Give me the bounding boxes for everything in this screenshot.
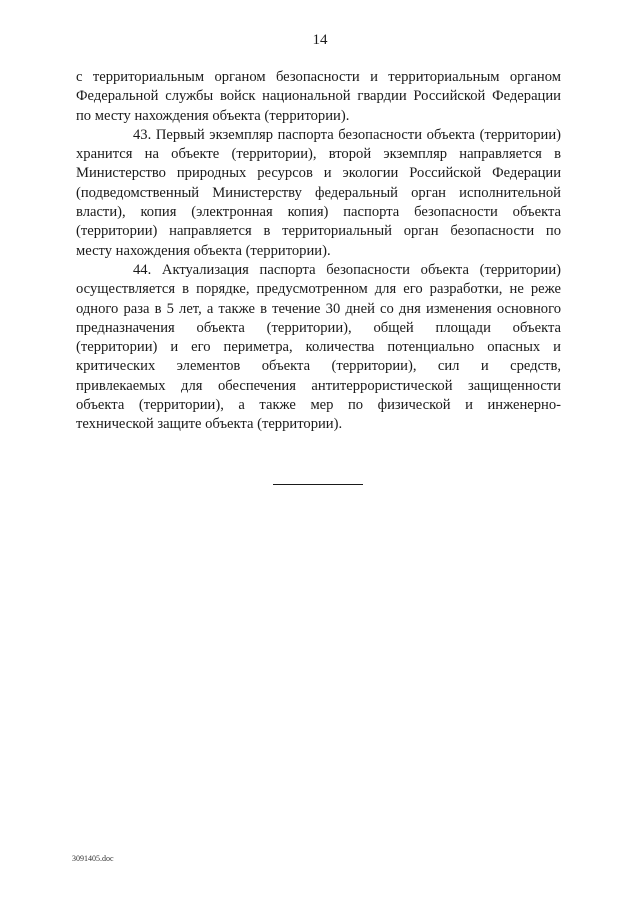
text-line: объекта (территории), а также мер по физической и инженерно- xyxy=(76,397,561,414)
text-line: критических элементов объекта (территории), сил и средств, xyxy=(76,358,561,375)
text-line: одного раза в 5 лет, а также в течение 30 дней со дня изменения основного xyxy=(76,300,561,317)
text-line: (территории) направляется в территориальный орган безопасности по xyxy=(76,223,561,240)
text-line: (территории) и его периметра, количества потенциально опасных и xyxy=(76,339,561,356)
page-number: 14 xyxy=(312,32,328,48)
text-line: Федеральной службы войск национальной гвардии Российской Федерации xyxy=(76,88,561,105)
paragraph-44-first-line: 44. Актуализация паспорта безопасности объекта (территории) xyxy=(133,261,561,278)
text-line: хранится на объекте (территории), второй экземпляр направляется в xyxy=(76,146,561,163)
paragraph-43-first-line: 43. Первый экземпляр паспорта безопасности объекта (территории) xyxy=(133,126,561,143)
text-line: привлекаемых для обеспечения антитеррористической защищенности xyxy=(76,377,561,394)
text-line: месту нахождения объекта (территории). xyxy=(76,242,331,259)
text-line: (подведомственный Министерству федеральный орган исполнительной xyxy=(76,184,561,201)
text-line: с территориальным органом безопасности и территориальным органом xyxy=(76,69,561,85)
text-line: технической защите объекта (территории). xyxy=(76,416,343,433)
text-line: власти), копия (электронная копия) паспорта безопасности объекта xyxy=(76,204,561,221)
document-body xyxy=(76,68,561,435)
text-line: по месту нахождения объекта (территории). xyxy=(76,107,350,124)
text-line: осуществляется в порядке, предусмотренном для его разработки, не реже xyxy=(76,281,561,298)
footer-filename: 3091405.doc xyxy=(72,854,114,863)
text-line: Министерство природных ресурсов и экологии Российской Федерации xyxy=(76,165,561,182)
text-line: предназначения объекта (территории), общей площади объекта xyxy=(76,319,561,336)
end-separator-line xyxy=(273,484,363,485)
